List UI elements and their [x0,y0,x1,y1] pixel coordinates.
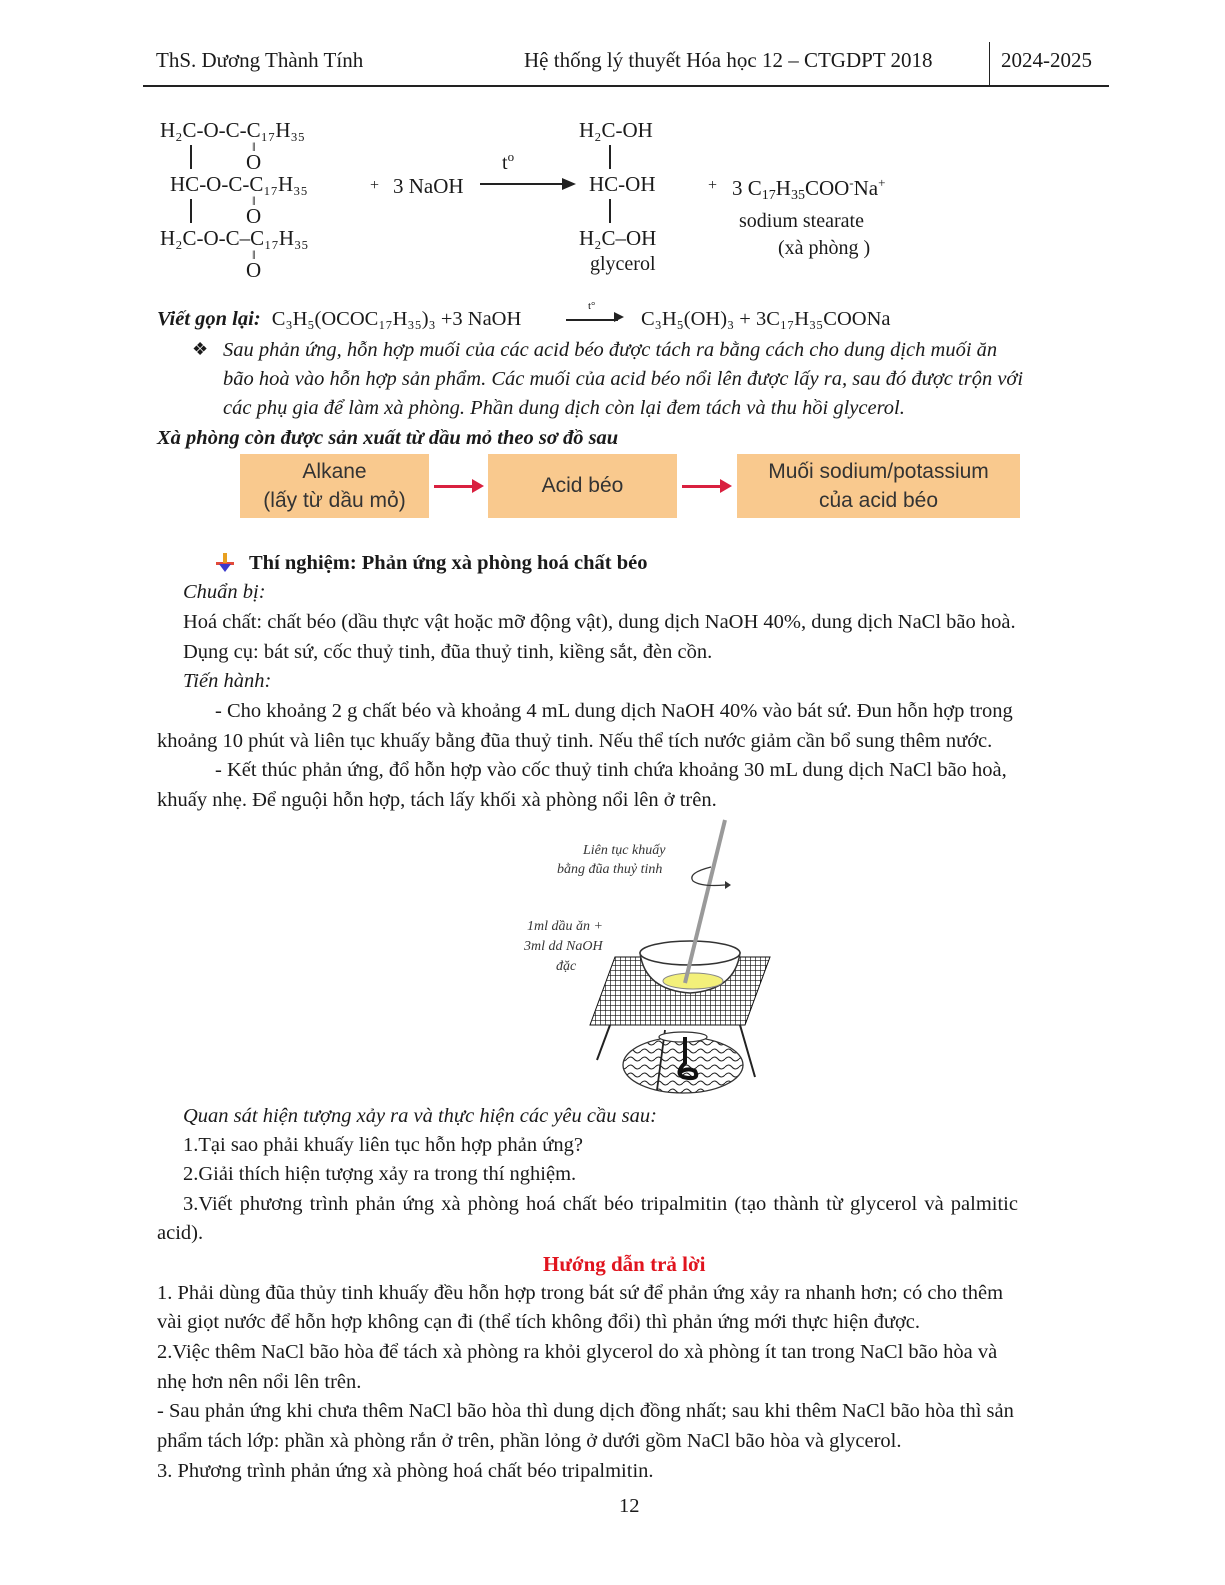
flow-box-alkane: Alkane (lấy từ dầu mỏ) [240,454,429,518]
bond-line [190,199,192,223]
question-3-line-2: acid). [157,1222,204,1244]
answer-2-extra-line-1: - Sau phản ứng khi chưa thêm NaCl bão hòa thì dung dịch đồng nhất; sau khi thêm NaCl bão hòa thì sản [157,1400,1014,1422]
glycerol-row-3: H₂C–OH [579,226,657,250]
short-form-arrow [566,319,618,321]
step2-line-2: khuấy nhẹ. Để nguội hỗn hợp, tách lấy khối xà phòng nổi lên ở trên. [157,789,717,811]
soap-name: sodium stearate [739,210,864,232]
tripod-leg [597,1025,610,1060]
header-divider [989,42,990,86]
flow-box-acid: Acid béo [488,454,677,518]
answer-2-extra-line-2: phẩm tách lớp: phần xà phòng rắn ở trên, phần lỏng ở dưới gồm NaCl bão hòa và glycerol. [157,1430,902,1452]
reaction-condition: $t^o$ [502,149,515,174]
answer-2-line-2: nhẹ hơn nên nổi lên trên. [157,1371,362,1393]
procedure-label: Tiến hành: [183,670,272,692]
flow-heading: Xà phòng còn được sản xuất từ dầu mỏ theo sơ đồ sau [157,427,619,449]
header-author: ThS. Dương Thành Tính [156,48,364,72]
note-line-3: các phụ gia để làm xà phòng. Phần dung dịch còn lại đem tách và thu hồi glycerol. [223,397,905,419]
stir-label-1: Liên tục khuấy [583,843,666,858]
arrow-head-icon [562,178,576,190]
double-bond-3: ‖ [252,247,255,262]
short-form-condition: t° [588,300,596,312]
answer-3: 3. Phương trình phản ứng xà phòng hoá chất béo tripalmitin. [157,1460,654,1482]
reactant-row-1: H₂C-O-C-C₁₇H₃₅ [160,118,306,142]
glycerol-row-1: H₂C-OH [579,118,653,142]
note-line-2: bão hoà vào hỗn hợp sản phẩm. Các muối của acid béo nổi lên được lấy ra, sau đó được trộn với [223,368,1024,390]
bond-line [190,145,192,169]
reactant-row-2: HC-O-C-C₁₇H₃₅ [170,172,308,196]
page-number: 12 [619,1495,640,1517]
short-form-label: Viết gọn lại: [157,308,261,330]
bond-line [609,145,611,169]
flow-arrow [434,485,474,488]
glycerol-label: glycerol [590,253,656,275]
question-1: 1.Tại sao phải khuấy liên tục hỗn hợp phản ứng? [183,1134,583,1156]
stir-label-2: bằng đũa thuỷ tinh [557,862,663,877]
answer-2-line-1: 2.Việc thêm NaCl bão hòa để tách xà phòng ra khỏi glycerol do xà phòng ít tan trong NaCl bão hòa và [157,1341,998,1363]
diamond-bullet-icon: ❖ [192,339,209,359]
answer-1-line-1: 1. Phải dùng đũa thủy tinh khuấy đều hỗn hợp trong bát sứ để phản ứng xảy ra nhanh hơn; có cho thêm [157,1282,1004,1304]
step2-line-1: - Kết thúc phản ứng, đổ hỗn hợp vào cốc thuỷ tinh chứa khoảng 30 mL dung dịch NaCl bão hoà, [215,759,1007,781]
short-form-rhs: C₃H₅(OH)₃ + 3C₁₇H₃₅COONa [641,308,891,330]
mix-label-2: 3ml dd NaOH [524,939,603,954]
mix-label-1: 1ml dầu ăn + [527,919,603,934]
answer-1-line-2: vài giọt nước để hỗn hợp không cạn đi (thể tích không đổi) thì phản ứng mới thực hiện được. [157,1311,921,1333]
double-bond-2: ‖ [252,193,255,208]
short-form-equation [157,309,521,330]
bond-line [609,199,611,223]
arrow-head-icon [614,312,624,322]
questions-intro: Quan sát hiện tượng xảy ra và thực hiện các yêu cầu sau: [183,1105,657,1127]
plus-sign: + [708,177,718,194]
arrow-head-icon [472,479,484,493]
question-3-line-1: 3.Viết phương trình phản ứng xà phòng hoá chất béo tripalmitin (tạo thành từ glycerol và palmitic [183,1193,1018,1215]
flow-box-salt: Muối sodium/potassium của acid béo [737,454,1020,518]
tools-text: Dụng cụ: bát sứ, cốc thuỷ tinh, đũa thuỷ tinh, kiềng sắt, đèn cồn. [183,641,713,663]
soap-note: (xà phòng ) [778,237,871,259]
carbonyl-oxygen-2: O [246,204,262,228]
question-2: 2.Giải thích hiện tượng xảy ra trong thí nghiệm. [183,1163,577,1185]
carbonyl-oxygen-3: O [246,258,262,282]
prep-label: Chuẩn bị: [183,581,266,603]
oil-naoh-mixture [663,973,723,989]
double-bond-1: ‖ [252,139,255,154]
experiment-title: Thí nghiệm: Phản ứng xà phòng hoá chất béo [249,552,648,574]
header-year: 2024-2025 [1001,48,1092,72]
carbonyl-oxygen-1: O [246,150,262,174]
short-form-lhs: C₃H₅(OCOC₁₇H₃₅)₃ +3 NaOH [271,308,522,330]
step1-line-2: khoảng 10 phút và liên tục khuấy bằng đũa thuỷ tinh. Nếu thể tích nước giảm cần bổ sung thêm nước. [157,730,993,752]
glycerol-row-2: HC-OH [589,172,656,196]
reactant-row-3: H₂C-O-C–C₁₇H₃₅ [160,226,309,250]
flow-arrow [682,485,722,488]
mix-label-3: đặc [556,959,577,974]
soap-formula: 3 $C_{17}H_{35}COO^-Na^+$ [732,175,886,203]
header-title: Hệ thống lý thuyết Hóa học 12 – CTGDPT 2018 [524,48,933,72]
reaction-arrow [480,183,564,185]
plus-sign: + [370,177,380,194]
step1-line-1: - Cho khoảng 2 g chất béo và khoảng 4 mL dung dịch NaOH 40% vào bát sứ. Đun hỗn hợp trong [215,700,1013,722]
chemicals-text: Hoá chất: chất béo (dầu thực vật hoặc mỡ động vật), dung dịch NaOH 40%, dung dịch NaCl bão hoà. [183,611,1016,633]
arrow-head-icon [720,479,732,493]
header-rule [143,85,1109,87]
pointer-hand-icon [214,553,236,578]
answers-heading: Hướng dẫn trả lời [543,1252,706,1276]
note-line-1: Sau phản ứng, hỗn hợp muối của các acid béo được tách ra bằng cách cho dung dịch muối ăn [223,339,998,361]
naoh-reagent: 3 NaOH [393,174,464,198]
